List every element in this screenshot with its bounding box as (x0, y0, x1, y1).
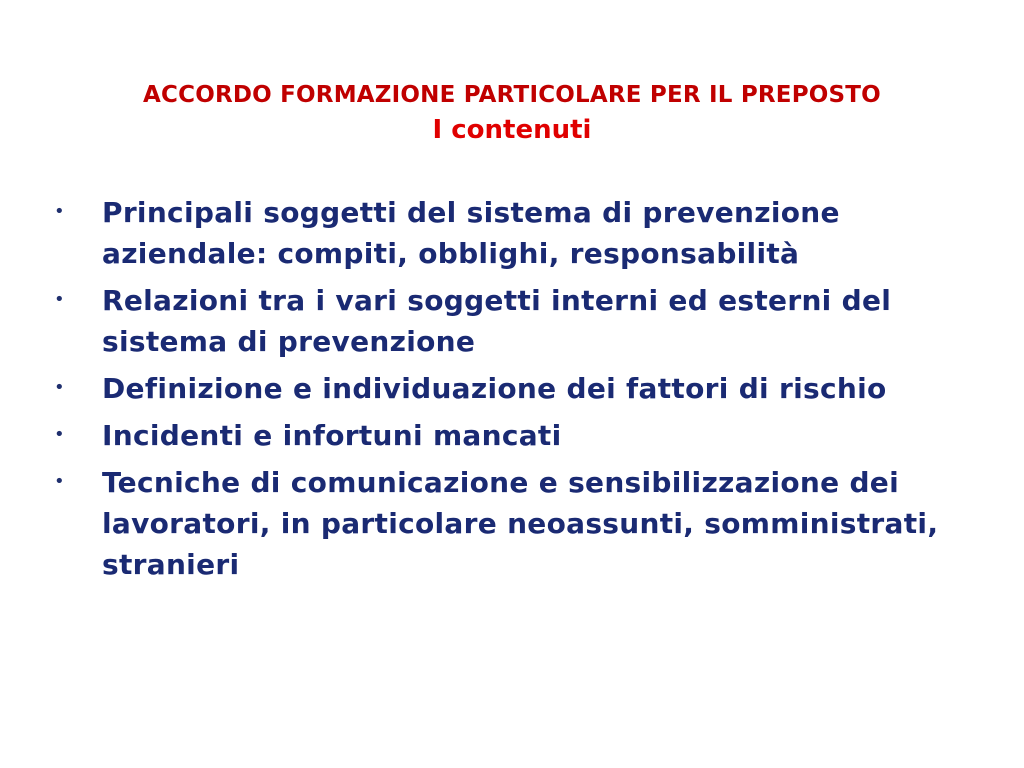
slide-title: ACCORDO FORMAZIONE PARTICOLARE PER IL PREPOSTO (143, 82, 881, 108)
bullet-text: Principali soggetti del sistema di prevenzione aziendale: compiti, obblighi, responsabilità (102, 196, 840, 270)
bullet-item (54, 462, 999, 585)
bullet-text: Relazioni tra i vari soggetti interni ed esterni del sistema di prevenzione (102, 284, 892, 358)
bullet-marker: • (54, 471, 65, 492)
bullet-marker: • (54, 424, 65, 445)
title-block (0, 78, 1024, 148)
bullet-marker: • (54, 377, 65, 398)
bullet-item (54, 415, 999, 456)
bullet-item (54, 280, 999, 362)
bullet-item (54, 192, 999, 274)
bullet-text: Definizione e individuazione dei fattori di rischio (102, 372, 887, 405)
bullet-text: Incidenti e infortuni mancati (102, 419, 562, 452)
slide-subtitle: I contenuti (432, 115, 592, 145)
bullet-item (54, 368, 999, 409)
bullet-marker: • (54, 201, 65, 222)
bullet-text: Tecniche di comunicazione e sensibilizzazione dei lavoratori, in particolare neoassunti, somministrati, stranieri (102, 466, 939, 581)
bullet-list (54, 192, 999, 591)
bullet-marker: • (54, 289, 65, 310)
